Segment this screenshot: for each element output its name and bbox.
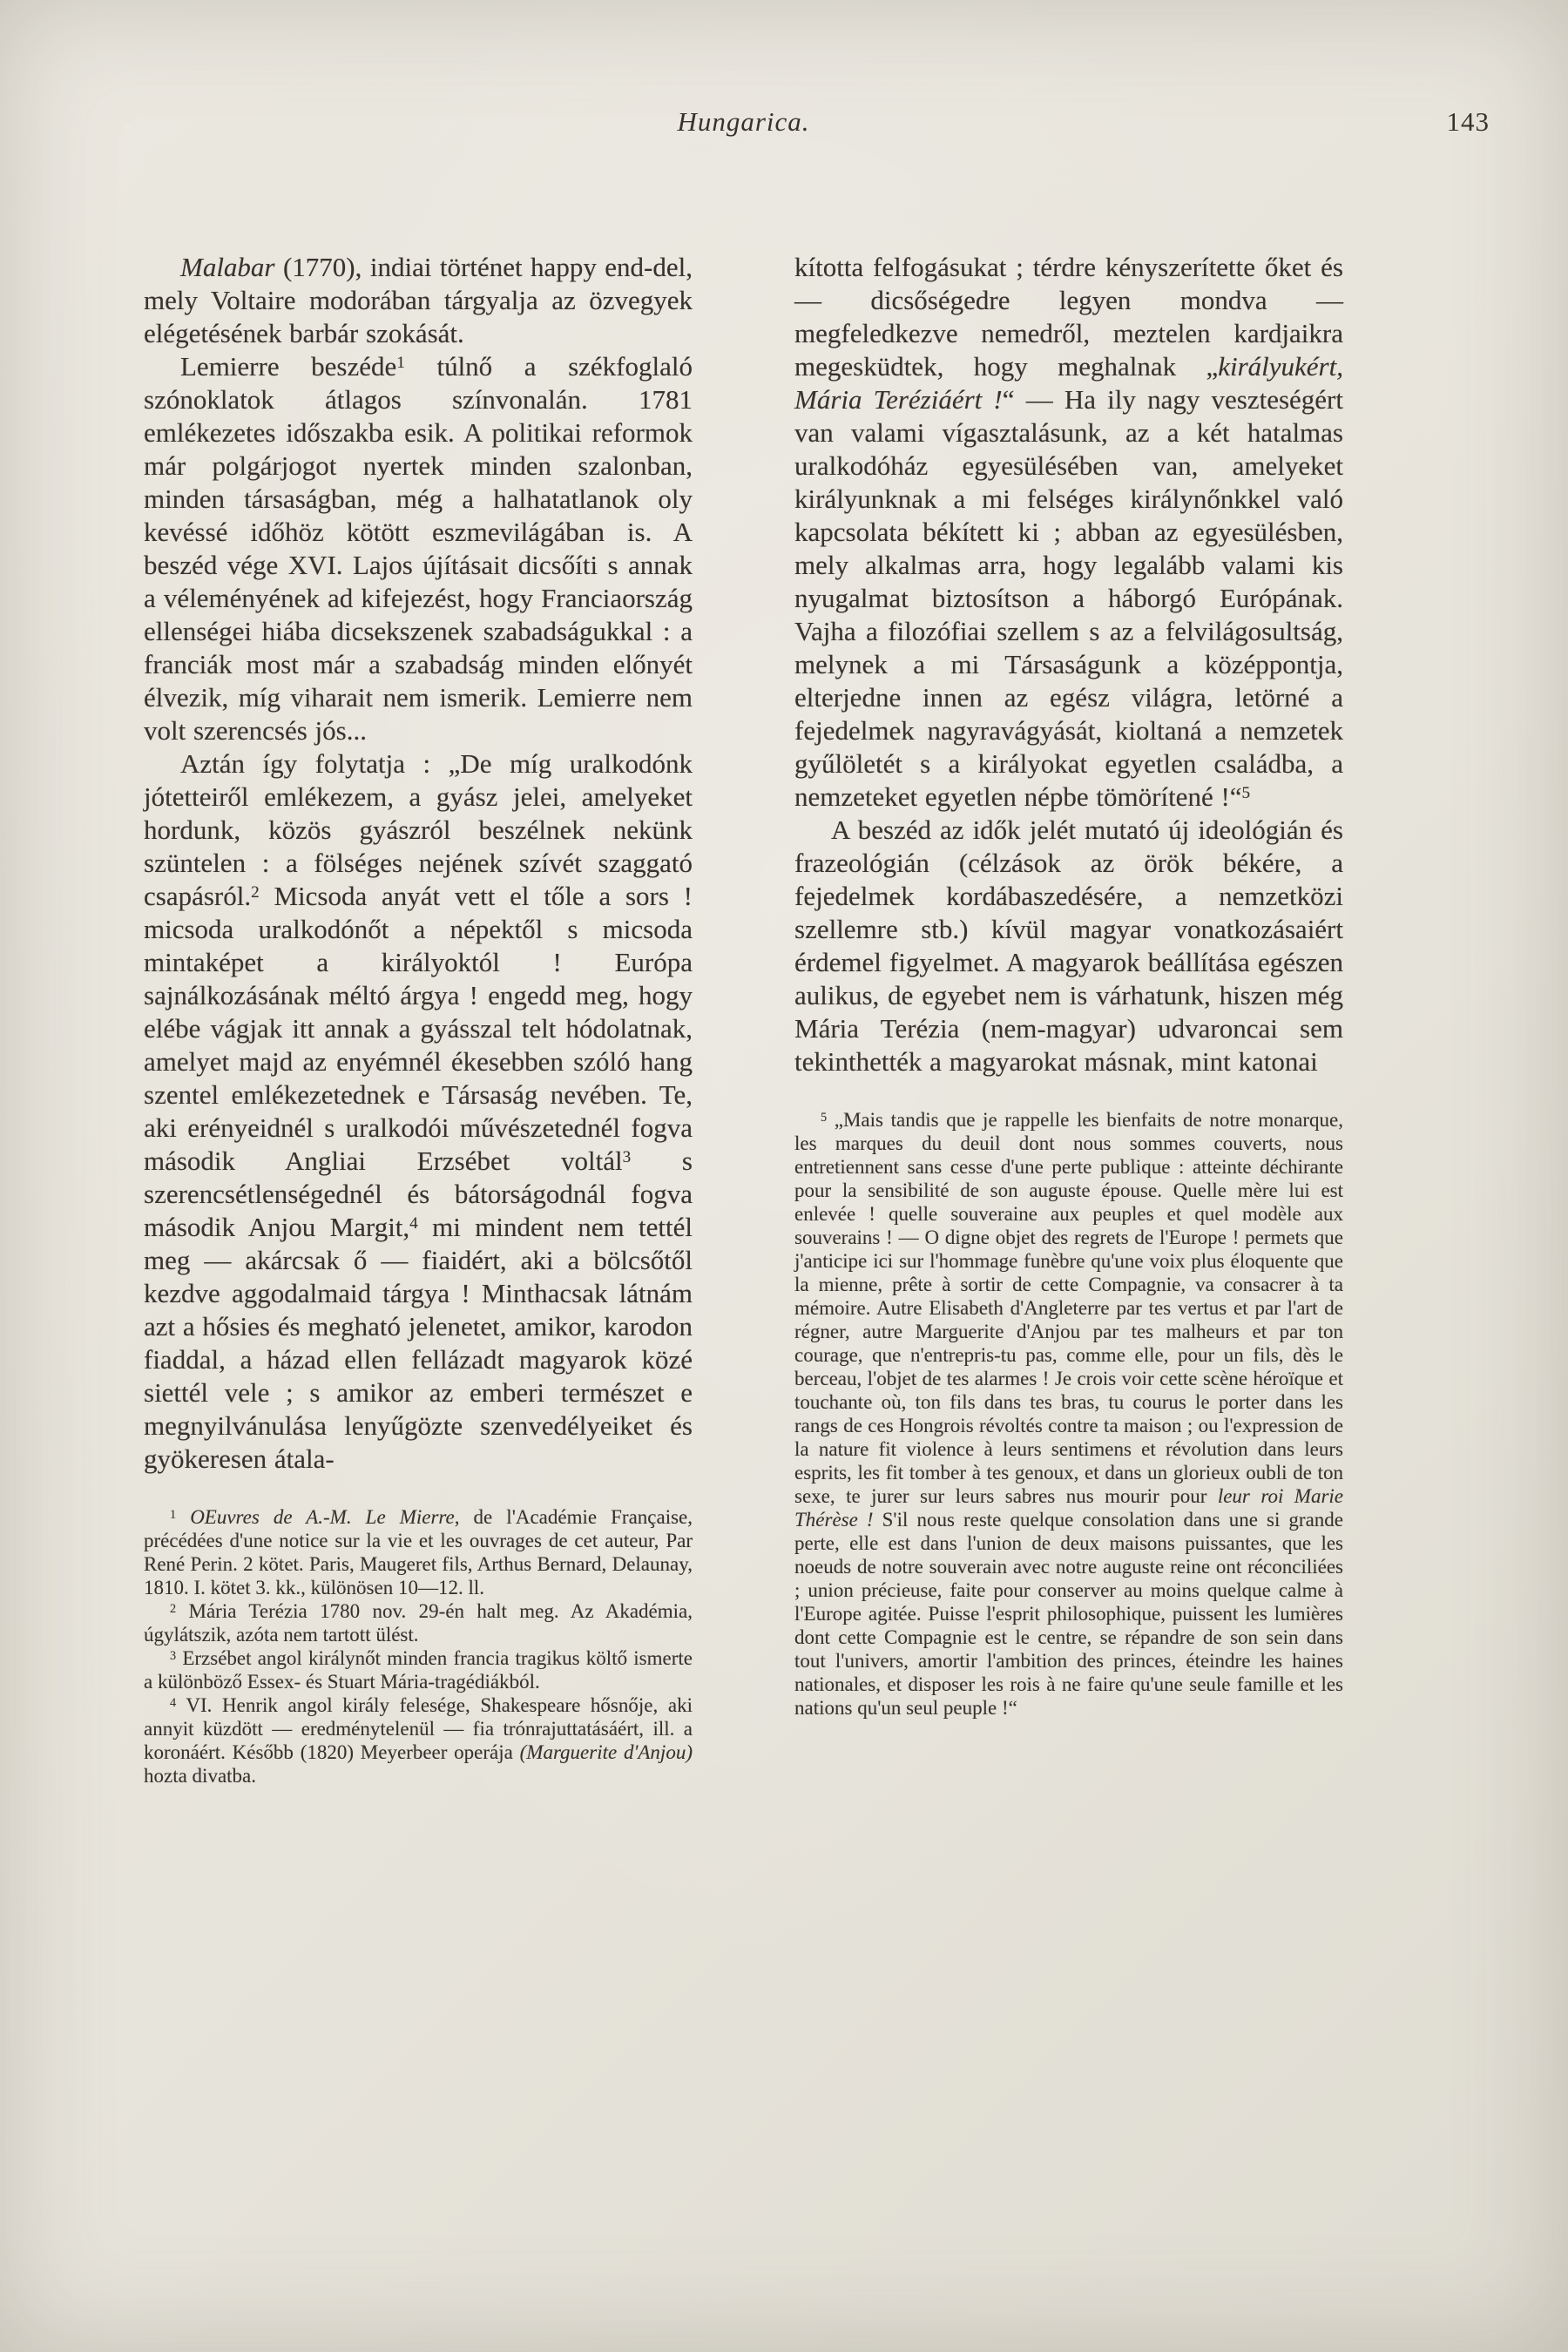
footnote-reference: 5 bbox=[821, 1110, 828, 1125]
footnote-reference: 5 bbox=[1241, 784, 1251, 803]
text-run: (Marguerite d'Anjou) bbox=[519, 1741, 693, 1763]
text-run: kította felfogásukat ; térdre kényszerítette őket és — dicsőségedre legyen mondva — megfeledkezve nemedről, meztelen kardjaikra megesküdtek, hogy meghalnak „ bbox=[794, 252, 1343, 382]
footnote-reference: 1 bbox=[170, 1507, 177, 1522]
text-run: Micsoda anyát vett el tőle a sors ! micsoda uralkodónőt a népektől s micsoda mintaképet a királyoktól ! Európa sajnálkozásának méltó árgya ! engedd meg, hogy elébe vágjak itt annak a gyásszal telt hódolatnak, amelyet majd az enyémnél ékesebben szóló hang szentel emlékezetednek e Társaság nevében. Te, aki erényeidnél s uralkodói művészetednél fogva második Angliai Erzsébet voltál bbox=[144, 881, 693, 1176]
text-run: Aztán így folytatja : „De míg uralkodónk jótetteiről emlékezem, a gyász jelei, amelyeket hordunk, közös gyászról beszélnek nekünk szüntelen : a fölséges nejének szívét szaggató csapásról. bbox=[144, 748, 693, 911]
text-run: , de l'Académie Française, précédées d'une notice sur la vie et les ouvrages de cet auteur, Par René Perin. 2 kötet. Paris, Maugeret fils, Arthus Bernard, Delaunay, 1810. I. kötet 3. kk., különösen 10—12. ll. bbox=[144, 1506, 693, 1598]
text-run: s szerencsétlenségednél és bátorságodnál fogva második Anjou Margit, bbox=[144, 1146, 693, 1242]
footnote-reference: 1 bbox=[396, 354, 405, 373]
page-number: 143 bbox=[1446, 106, 1490, 137]
text-run: Mária Terézia 1780 nov. 29-én halt meg. Az Akadémia, úgylátszik, azóta nem tartott ülést. bbox=[144, 1600, 693, 1646]
text-run: VI. Henrik angol király felesége, Shakespeare hősnője, aki annyit küzdött — eredménytelenül — fia trónrajuttatásáért, ill. a koronáért. Később (1820) Meyerbeer operája bbox=[144, 1694, 693, 1763]
paragraph bbox=[794, 251, 1343, 814]
footnote-reference: 3 bbox=[170, 1648, 177, 1663]
paragraph bbox=[144, 747, 693, 1476]
running-head bbox=[144, 106, 1490, 145]
footnote-block bbox=[144, 1505, 693, 1788]
footnote bbox=[794, 1108, 1343, 1720]
paragraph bbox=[144, 350, 693, 747]
footnote-reference: 2 bbox=[170, 1601, 177, 1616]
footnote bbox=[144, 1599, 693, 1646]
running-head-title: Hungarica. bbox=[677, 106, 810, 137]
text-run: Erzsébet angol királynőt minden francia tragikus költő ismerte a különböző Essex- és Stuart Mária-tragédiákból. bbox=[144, 1647, 693, 1693]
text-run: OEuvres de A.-M. Le Mierre bbox=[190, 1506, 455, 1528]
right-column bbox=[794, 251, 1343, 1720]
text-run: (1770), indiai történet happy end-del, mely Voltaire modorában tárgyalja az özvegyek elégetésének barbár szokását. bbox=[144, 252, 693, 348]
footnote-reference: 4 bbox=[409, 1214, 418, 1233]
footnote bbox=[144, 1505, 693, 1599]
text-run: hozta divatba. bbox=[144, 1765, 257, 1787]
text-run: Malabar bbox=[180, 252, 275, 282]
text-run: túlnő a székfoglaló szónoklatok átlagos színvonalán. 1781 emlékezetes időszakba esik. A politikai reformok már polgárjogot nyertek minden szalonban, minden társaságban, még a halhatatlanok oly kevéssé időhöz kötött eszmevilágában is. A beszéd vége XVI. Lajos újításait dicsőíti s annak a véleményének ad kifejezést, hogy Franciaország ellenségei hiába dicsekszenek szabadságukkal : a franciák most már a szabadság minden előnyét élvezik, míg viharait nem ismerik. Lemierre nem volt szerencsés jós... bbox=[144, 351, 693, 746]
footnote-reference: 3 bbox=[622, 1148, 632, 1167]
paragraph bbox=[144, 251, 693, 350]
text-run: „Mais tandis que je rappelle les bienfaits de notre monarque, les marques du deuil dont nous sommes couverts, nous entretiennent sans cesse d'une perte publique : atteinte déchirante pour la sensibilité de son auguste épouse. Quelle mère lui est enlevée ! quelle souveraine aux peuples et quel modèle aux souverains ! — O digne objet des regrets de l'Europe ! permets que j'anticipe ici sur l'hommage funèbre qu'une voix plus éloquente que la mienne, prête à sortir de cette Compagnie, va consacrer à ta mémoire. Autre Elisabeth d'Angleterre par tes vertus et par l'art de régner, autre Marguerite d'Anjou par tes malheurs et par ton courage, que n'entrepris-tu pas, comme elle, pour un fils, dès le berceau, l'objet de tes alarmes ! Je crois voir cette scène héroïque et touchante où, ton fils dans tes bras, tu courus le porter dans les rangs de ces Hongrois révoltés contre ta maison ; ou l'expression de la nature fit violence à leurs sentimens et révolution dans leurs esprits, les fit tomber à tes genoux, et dans un glorieux oubli de ton sexe, te jurer sur leurs sabres nus mourir pour bbox=[794, 1109, 1343, 1507]
footnote bbox=[144, 1693, 693, 1788]
text-run bbox=[176, 1506, 190, 1528]
text-run: királyukért, Mária Teréziáért ! bbox=[794, 351, 1343, 415]
text-run: A beszéd az idők jelét mutató új ideológián és frazeológián (célzások az örök békére, a fejedelmek kordábaszedésére, a nemzetközi szellemre stb.) kívül magyar vonatkozásaiért érdemel figyelmet. A magyarok beállítása egészen aulikus, de egyebet nem is várhatunk, hiszen még Mária Terézia (nem-magyar) udvaroncai sem tekinthették a magyarokat másnak, mint katonai bbox=[794, 814, 1343, 1077]
text-run: “ — Ha ily nagy veszteségért van valami vígasztalásunk, az a két hatalmas uralkodóház egyesülésében van, amelyeket királyunknak a mi felséges királynőnkkel való kapcsolata békített ki ; abban az egyesülésben, mely alkalmas arra, hogy legalább valami kis nyugalmat biztosítson a háborgó Európának. Vajha a filozófiai szellem s az a felvilágosultság, melynek a mi Társaságunk a középpontja, elterjedne innen az egész világra, letörné a fejedelmek nagyravágyását, kioltaná a nemzetek gyűlöletét s a királyokat egyetlen családba, a nemzeteket egyetlen népbe tömörítené !“ bbox=[794, 384, 1343, 812]
text-run: Lemierre beszéde bbox=[180, 351, 397, 382]
footnote bbox=[144, 1646, 693, 1693]
footnote-block bbox=[794, 1108, 1343, 1720]
left-column bbox=[144, 251, 693, 1788]
footnote-reference: 4 bbox=[170, 1695, 177, 1710]
text-run: mi mindent nem tettél meg — akárcsak ő — fiaidért, aki a bölcsőtől kezdve aggodalmaid tárgya ! Minthacsak látnám azt a hősies és megható jelenetet, amikor, karodon fiaddal, a házad ellen fellázadt magyarok közé siettél vele ; s amikor az emberi természet e megnyilvánulása lenyűgözte szenvedélyeiket és gyökeresen átala- bbox=[144, 1212, 693, 1474]
text-run: S'il nous reste quelque consolation dans une si grande perte, elle est dans l'union de deux maisons puissantes, que les noeuds de notre souverain avec notre auguste reine ont réconciliées ; union précieuse, faite pour conserver au moins quelque calme à l'Europe agitée. Puisse l'esprit philosophique, puissent les lumières dont cette Compagnie est le centre, se répandre de son sein dans tout l'univers, amortir l'ambition des princes, éteindre les haines nationales, et disposer les rois à ne faire qu'une seule famille et les nations qu'un seul peuple !“ bbox=[794, 1509, 1343, 1719]
text-run: leur roi Marie Thérèse ! bbox=[794, 1485, 1344, 1531]
paragraph bbox=[794, 814, 1343, 1078]
footnote-reference: 2 bbox=[251, 883, 260, 902]
